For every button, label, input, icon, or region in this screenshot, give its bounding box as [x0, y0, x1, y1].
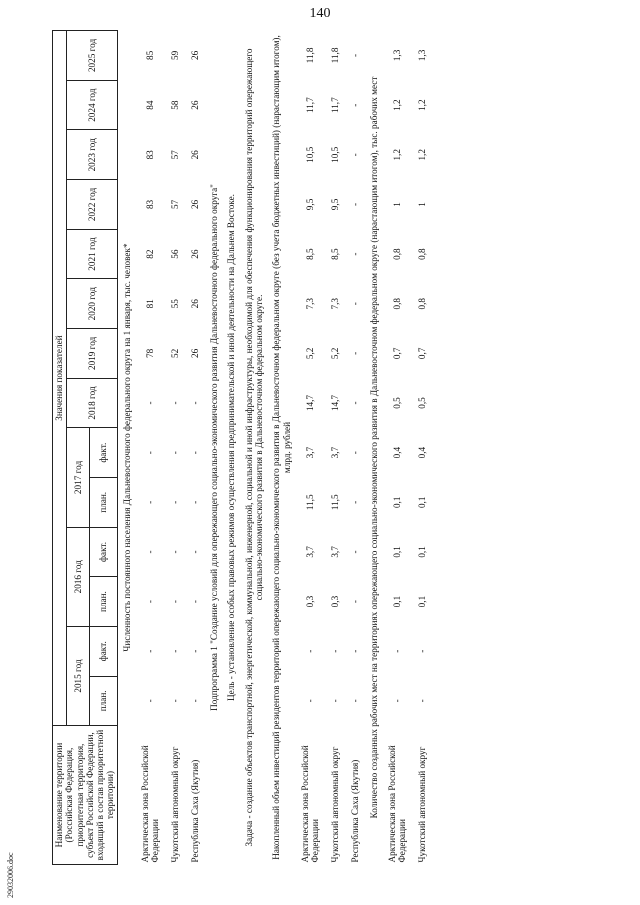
territory-name: Республика Саха (Якутия): [189, 759, 200, 863]
value-cell: 10,5: [304, 146, 315, 163]
value-cell: 1,2: [392, 99, 402, 111]
value-cell: 0,8: [417, 297, 427, 310]
value-cell: 83: [144, 199, 155, 210]
value-cell: 0,8: [392, 248, 402, 260]
header-plan: план.: [89, 577, 117, 627]
value-cell: 0,1: [392, 546, 402, 558]
header-year-2025: 2025 год: [67, 31, 118, 81]
value-cell: -: [349, 500, 360, 504]
table-row: [295, 31, 325, 865]
value-cell: -: [169, 550, 180, 554]
value-cell: 59: [169, 50, 180, 61]
value-cell: -: [349, 451, 360, 455]
value-cell: 8,5: [304, 248, 315, 260]
section-goal: Цель - установление особых правовых режимов осуществления предпринимательской и иной деятельности на Дальнем Востоке.: [226, 194, 237, 701]
header-plan: план.: [89, 676, 117, 726]
header-values-group: Значения показателей: [53, 31, 67, 726]
value-cell: 26: [189, 249, 200, 259]
value-cell: 52: [169, 348, 180, 358]
territory-name: Арктическая зона Российской Федерации: [386, 745, 408, 863]
header-year-2021: 2021 год: [67, 229, 118, 279]
value-cell: 3,7: [304, 446, 315, 459]
value-cell: -: [349, 550, 360, 554]
table-row: [185, 31, 205, 865]
value-cell: 55: [169, 299, 180, 309]
territory-name: Республика Саха (Якутия): [349, 759, 360, 863]
page-number: 140: [309, 6, 331, 21]
value-cell: -: [169, 649, 180, 653]
value-cell: -: [349, 302, 360, 306]
document-id: 29032006.doc: [6, 852, 15, 898]
header-year-2023: 2023 год: [67, 130, 118, 180]
value-cell: -: [144, 649, 155, 653]
value-cell: -: [392, 699, 402, 703]
value-cell: -: [189, 649, 200, 653]
value-cell: 57: [169, 150, 180, 160]
value-cell: 14,7: [304, 394, 315, 412]
value-cell: 26: [189, 348, 200, 358]
value-cell: 8,5: [329, 248, 340, 260]
value-cell: -: [329, 649, 340, 653]
value-cell: -: [349, 699, 360, 703]
value-cell: 0,8: [417, 248, 427, 260]
value-cell: 3,7: [304, 546, 315, 558]
value-cell: 26: [189, 150, 200, 160]
value-cell: 10,5: [329, 146, 340, 163]
value-cell: 83: [144, 150, 155, 160]
value-cell: -: [144, 401, 155, 405]
value-cell: -: [189, 600, 200, 604]
value-cell: -: [349, 202, 360, 206]
header-year-2015: 2015 год: [67, 626, 90, 725]
value-cell: 9,5: [329, 198, 340, 211]
value-cell: 11,7: [304, 97, 315, 114]
value-cell: 14,7: [329, 394, 340, 412]
value-cell: -: [349, 649, 360, 653]
rotated-table-container: [52, 30, 632, 865]
header-year-2018: 2018 год: [67, 378, 118, 428]
value-cell: -: [349, 103, 360, 107]
header-year-2022: 2022 год: [67, 180, 118, 230]
value-cell: 78: [144, 348, 155, 358]
value-cell: 58: [169, 100, 180, 110]
value-cell: 11,5: [329, 494, 340, 511]
value-cell: -: [349, 153, 360, 157]
value-cell: -: [304, 649, 315, 653]
value-cell: 0,4: [392, 446, 402, 459]
value-cell: -: [144, 451, 155, 455]
value-cell: -: [169, 401, 180, 405]
territory-name: Арктическая зона Российской Федерации: [139, 745, 161, 863]
value-cell: 11,8: [329, 47, 340, 64]
territory-name: Арктическая зона Российской Федерации: [299, 745, 320, 863]
section-investments: Накопленный объем инвестиций резидентов территорий опережающего социально-экономического развития в Дальневосточном федеральном округе (без учета бюджетных инвестиций) (нарастающим итогом), млрд. рублей: [271, 35, 292, 860]
value-cell: -: [349, 351, 360, 355]
value-cell: 11,5: [304, 494, 315, 511]
value-cell: 5,2: [304, 347, 315, 360]
value-cell: -: [189, 500, 200, 504]
value-cell: 3,7: [329, 446, 340, 459]
value-cell: -: [144, 550, 155, 554]
value-cell: -: [349, 53, 360, 57]
value-cell: -: [144, 699, 155, 703]
header-plan: план.: [89, 477, 117, 527]
value-cell: 82: [144, 249, 155, 259]
header-year-2016: 2016 год: [67, 527, 90, 626]
value-cell: 0,5: [417, 397, 427, 409]
value-cell: 0,1: [392, 595, 402, 608]
table-header: [53, 31, 118, 865]
value-cell: 81: [144, 299, 155, 309]
value-cell: -: [189, 401, 200, 405]
value-cell: -: [169, 500, 180, 504]
table-row: [345, 31, 365, 865]
value-cell: 26: [189, 100, 200, 110]
indicators-table: [52, 30, 432, 865]
value-cell: 0,8: [392, 297, 402, 310]
table-row: [382, 31, 412, 865]
table-row: [412, 31, 432, 865]
value-cell: 0,3: [304, 595, 315, 608]
header-fact: факт.: [89, 527, 117, 577]
section-task: Задача - создание объектов транспортной, энергетической, коммунальной, инженерной, социальной и иной инфраструктуры, необходимой для обеспечения функционирования территорий опережающего социально-экономического развития в Дальневосточном федеральном округе.: [243, 48, 264, 847]
value-cell: 1,3: [417, 49, 427, 62]
value-cell: -: [169, 451, 180, 455]
value-cell: 56: [169, 249, 180, 259]
value-cell: -: [144, 600, 155, 604]
section-subprogram: Подпрограмма 1 "Создание условий для опережающего социально-экономического развития Дальневосточного федерального округа": [209, 184, 220, 711]
value-cell: 7,3: [304, 297, 315, 310]
value-cell: 84: [144, 100, 155, 110]
value-cell: -: [189, 550, 200, 554]
value-cell: -: [329, 699, 340, 703]
value-cell: 0,1: [417, 595, 427, 608]
header-year-2020: 2020 год: [67, 279, 118, 329]
value-cell: 1,2: [392, 149, 402, 161]
value-cell: 5,2: [329, 347, 340, 360]
value-cell: 1,3: [392, 49, 402, 62]
value-cell: -: [169, 699, 180, 703]
value-cell: 11,8: [304, 47, 315, 64]
value-cell: 26: [189, 199, 200, 210]
value-cell: -: [189, 451, 200, 455]
header-year-2017: 2017 год: [67, 428, 90, 527]
value-cell: 1,2: [417, 99, 427, 111]
value-cell: 85: [144, 50, 155, 61]
value-cell: 1,2: [417, 149, 427, 161]
header-fact: факт.: [89, 428, 117, 478]
value-cell: 11,7: [329, 97, 340, 114]
header-fact: факт.: [89, 626, 117, 676]
value-cell: 57: [169, 199, 180, 210]
value-cell: -: [349, 600, 360, 604]
value-cell: 9,5: [304, 198, 315, 211]
value-cell: 0,7: [392, 347, 402, 360]
territory-name: Чукотский автономный округ: [417, 746, 427, 863]
territory-name: Чукотский автономный округ: [169, 746, 180, 863]
value-cell: 0,4: [417, 446, 427, 459]
value-cell: 1: [417, 202, 427, 207]
value-cell: 26: [189, 50, 200, 61]
header-year-2019: 2019 год: [67, 329, 118, 379]
value-cell: -: [189, 699, 200, 703]
value-cell: -: [349, 252, 360, 256]
territory-name: Чукотский автономный округ: [329, 746, 340, 863]
value-cell: 3,7: [329, 546, 340, 558]
table-row: [325, 31, 345, 865]
value-cell: 7,3: [329, 297, 340, 310]
value-cell: -: [169, 600, 180, 604]
value-cell: -: [304, 699, 315, 703]
table-body: [117, 31, 432, 865]
value-cell: -: [417, 699, 427, 703]
value-cell: 0,5: [392, 397, 402, 409]
value-cell: -: [417, 649, 427, 653]
value-cell: -: [144, 500, 155, 504]
value-cell: 0,1: [417, 496, 427, 509]
table-row: [135, 31, 165, 865]
value-cell: 26: [189, 299, 200, 309]
section-jobs: Количество созданных рабочих мест на территориях опережающего социально-экономического развития в Дальневосточном федеральном округе (нарастающим итогом), тыс. рабочих мест: [368, 76, 379, 819]
value-cell: 0,3: [329, 595, 340, 608]
value-cell: 0,7: [417, 347, 427, 360]
value-cell: 1: [392, 202, 402, 207]
value-cell: 0,1: [417, 546, 427, 558]
value-cell: -: [392, 649, 402, 653]
header-year-2024: 2024 год: [67, 80, 118, 130]
table-row: [165, 31, 185, 865]
header-territory-name: Наименование территории (Российская Федерация, приоритетная территория, субъект Российской Федерации, входящий в состав приоритетной территории): [53, 726, 118, 865]
section-population: Численность постоянного населения Дальневосточного федерального округа на 1 января, тыс. человек*: [121, 243, 132, 652]
value-cell: -: [349, 401, 360, 405]
value-cell: 0,1: [392, 496, 402, 509]
